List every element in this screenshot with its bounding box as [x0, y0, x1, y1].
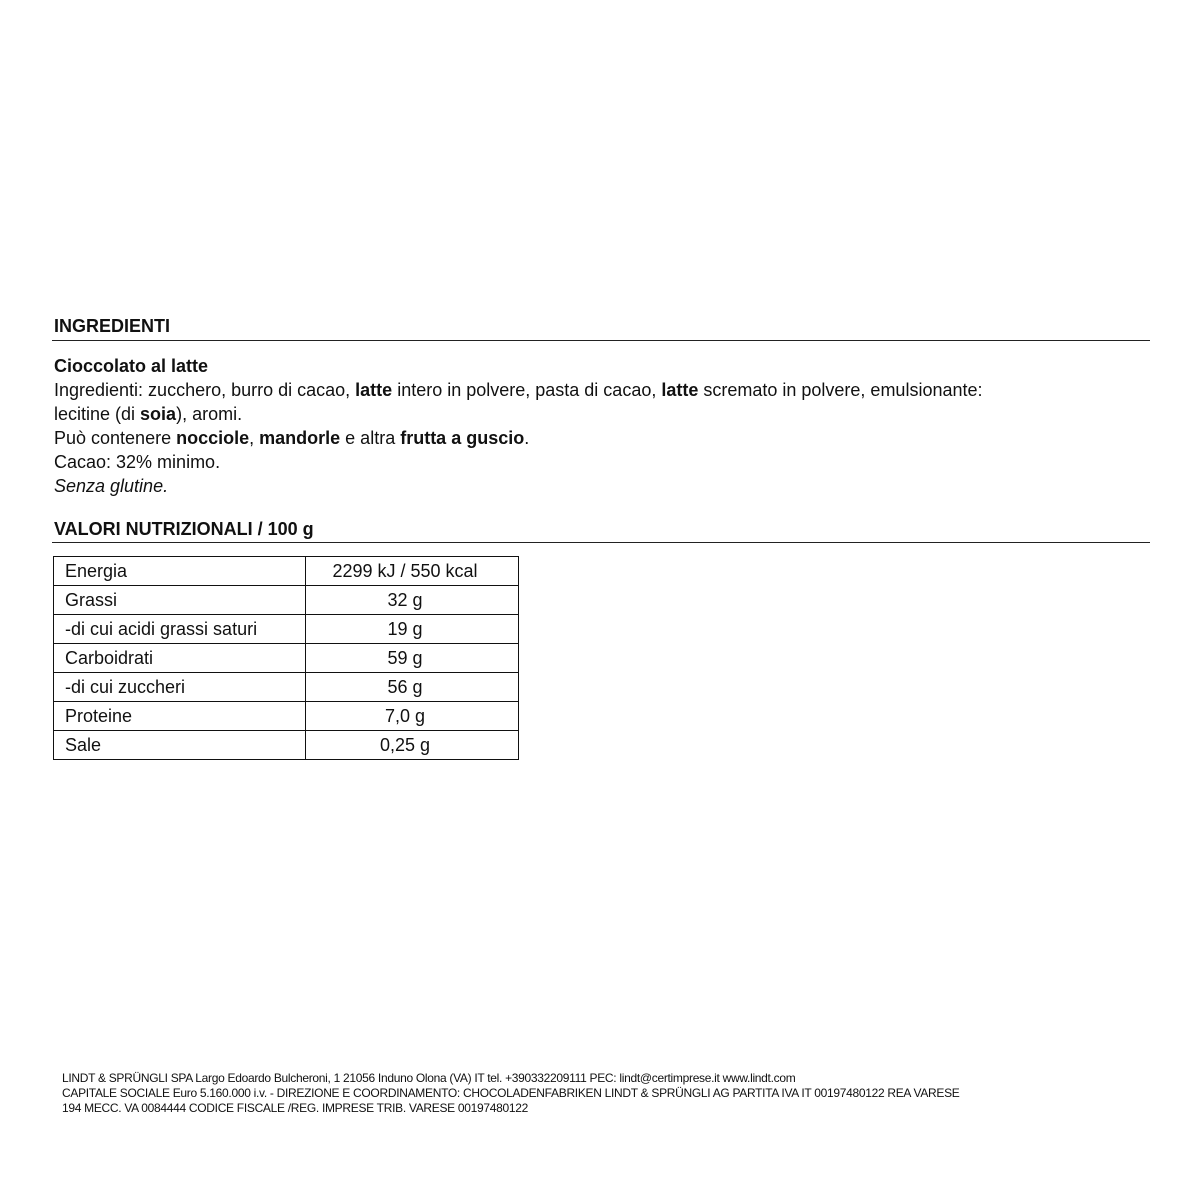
footer-line-2: CAPITALE SOCIALE Euro 5.160.000 i.v. - DIREZIONE E COORDINAMENTO: CHOCOLADENFABRIKEN LINDT & SPRÜNGLI AG PARTITA IVA IT 00197480122 REA VARESE: [62, 1086, 960, 1100]
nutrient-value: 32 g: [306, 586, 519, 615]
text-run: e altra: [340, 428, 401, 448]
text-run: .: [524, 428, 530, 448]
company-footer: [62, 1071, 1162, 1116]
nutrient-label: -di cui acidi grassi saturi: [54, 615, 306, 644]
nutrient-label: Energia: [54, 557, 306, 586]
nutrient-value: 56 g: [306, 673, 519, 702]
nutrition-row: [54, 586, 519, 615]
nutrient-value: 7,0 g: [306, 702, 519, 731]
nutrient-value: 0,25 g: [306, 731, 519, 760]
bold-term: latte: [355, 380, 393, 400]
nutrition-row: [54, 557, 519, 586]
nutrient-label: Carboidrati: [54, 644, 306, 673]
nutrient-label: Proteine: [54, 702, 306, 731]
nutrition-row: [54, 702, 519, 731]
text-run: scremato in polvere, emulsionante:: [698, 380, 983, 400]
nutrition-row: [54, 731, 519, 760]
gluten-free-note: Senza glutine.: [54, 476, 169, 496]
bold-term: mandorle: [259, 428, 341, 448]
bold-term: soia: [140, 404, 177, 424]
ingredients-heading: INGREDIENTI: [54, 316, 171, 336]
text-run: Ingredienti: zucchero, burro di cacao,: [54, 380, 356, 400]
nutrient-label: -di cui zuccheri: [54, 673, 306, 702]
cocoa-content: Cacao: 32% minimo.: [54, 452, 221, 472]
allergens-line: [54, 426, 1150, 450]
product-name: Cioccolato al latte: [54, 356, 209, 376]
nutrition-row: [54, 673, 519, 702]
footer-line-1: LINDT & SPRÜNGLI SPA Largo Edoardo Bulcheroni, 1 21056 Induno Olona (VA) IT tel. +390332209111 PEC: lindt@certimprese.it www.lindt.com: [62, 1071, 796, 1085]
nutrition-table: [53, 556, 519, 760]
ingredients-line-2: [54, 402, 1150, 426]
nutrition-row: [54, 615, 519, 644]
bold-term: latte: [661, 380, 699, 400]
nutrition-heading: VALORI NUTRIZIONALI / 100 g: [54, 519, 314, 539]
bold-term: nocciole: [176, 428, 250, 448]
nutrient-value: 19 g: [306, 615, 519, 644]
text-run: ,: [249, 428, 260, 448]
text-run: Può contenere: [54, 428, 177, 448]
nutrition-divider: [52, 542, 1150, 543]
nutrient-value: 59 g: [306, 644, 519, 673]
nutrient-label: Sale: [54, 731, 306, 760]
nutrient-value: 2299 kJ / 550 kcal: [306, 557, 519, 586]
ingredients-line-1: [54, 378, 1150, 402]
ingredients-block: [54, 354, 1150, 498]
nutrient-label: Grassi: [54, 586, 306, 615]
ingredients-divider: [52, 340, 1150, 341]
nutrition-row: [54, 644, 519, 673]
text-run: intero in polvere, pasta di cacao,: [392, 380, 662, 400]
footer-line-3: 194 MECC. VA 0084444 CODICE FISCALE /REG. IMPRESE TRIB. VARESE 00197480122: [62, 1101, 529, 1115]
text-run: ), aromi.: [176, 404, 243, 424]
text-run: lecitine (di: [54, 404, 141, 424]
bold-term: frutta a guscio: [400, 428, 525, 448]
